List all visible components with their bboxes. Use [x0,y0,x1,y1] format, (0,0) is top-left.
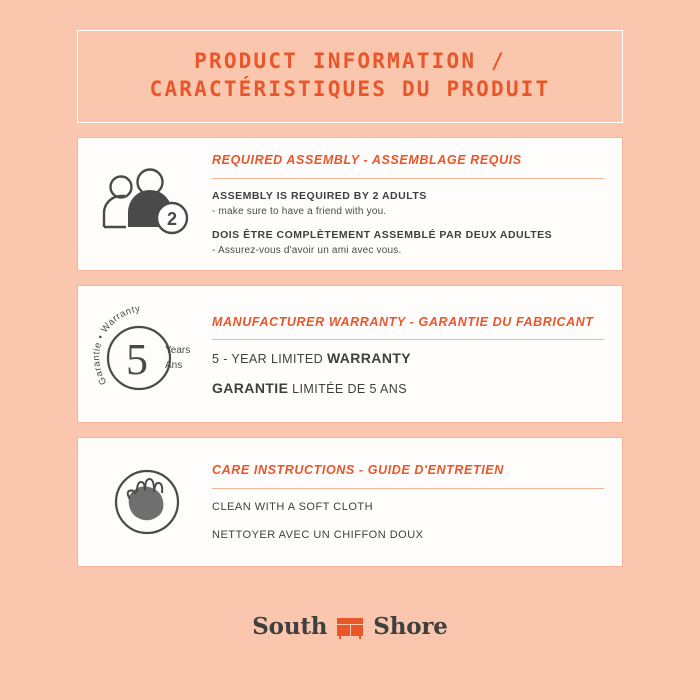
brand-logo [22,567,678,686]
brand-logo-left: South [252,613,328,640]
section-assembly-body [206,148,610,260]
care-text-fr: NETTOYER AVEC UN CHIFFON DOUX [212,529,424,542]
section-assembly-heading: REQUIRED ASSEMBLY - ASSEMBLAGE REQUIS [212,152,522,167]
care-text-en: CLEAN WITH A SOFT CLOTH [212,500,374,513]
page-title-line-1: PRODUCT INFORMATION / [194,49,506,73]
dresser-icon [335,615,365,639]
page-title-line-2: CARACTÉRISTIQUES DU PRODUIT [149,77,551,102]
assembly-text-fr-strong: DOIS ÊTRE COMPLÈTEMENT ASSEMBLÉ PAR DEUX ADULTES [212,228,553,241]
section-care-heading: CARE INSTRUCTIONS - GUIDE D'ENTRETIEN [212,463,504,478]
assembly-text-fr-light: - Assurez-vous d'avoir un ami avec vous. [212,245,402,256]
assembly-text-en-light: - make sure to have a friend with you. [212,205,387,217]
section-care-divider [212,488,604,489]
warranty-text-fr [212,380,604,396]
cleaning-cloth-icon [88,448,206,556]
section-assembly-divider [212,178,604,179]
warranty-text-en-bold: WARRANTY [326,350,412,367]
svg-text:Garantie • Warranty: Garantie • Warranty [91,303,142,387]
warranty-text-en-pre: 5 - YEAR LIMITED [212,352,327,367]
assembly-text-en [212,189,604,219]
section-warranty-divider [212,339,604,340]
svg-text:Years: Years [165,345,191,356]
section-assembly [77,137,623,271]
section-warranty [77,285,623,423]
section-list [77,137,623,567]
section-warranty-heading: MANUFACTURER WARRANTY - GARANTIE DU FABRICANT [212,314,594,329]
svg-text:2: 2 [166,208,178,229]
section-warranty-body [206,296,610,412]
page-title [77,30,623,123]
section-care [77,437,623,567]
warranty-text-fr-post: LIMITÉE DE 5 ANS [288,382,407,397]
warranty-text-fr-bold: GARANTIE [212,380,289,397]
svg-text:Ans: Ans [165,360,183,371]
two-people-icon [88,148,206,260]
brand-logo-right: Shore [373,613,448,640]
warranty-seal-icon [88,296,206,412]
section-care-body [206,448,610,556]
assembly-text-en-strong: ASSEMBLY IS REQUIRED BY 2 ADULTS [212,189,427,202]
warranty-text-en [212,350,604,366]
svg-text:5: 5 [126,335,148,384]
assembly-text-fr [212,228,604,258]
